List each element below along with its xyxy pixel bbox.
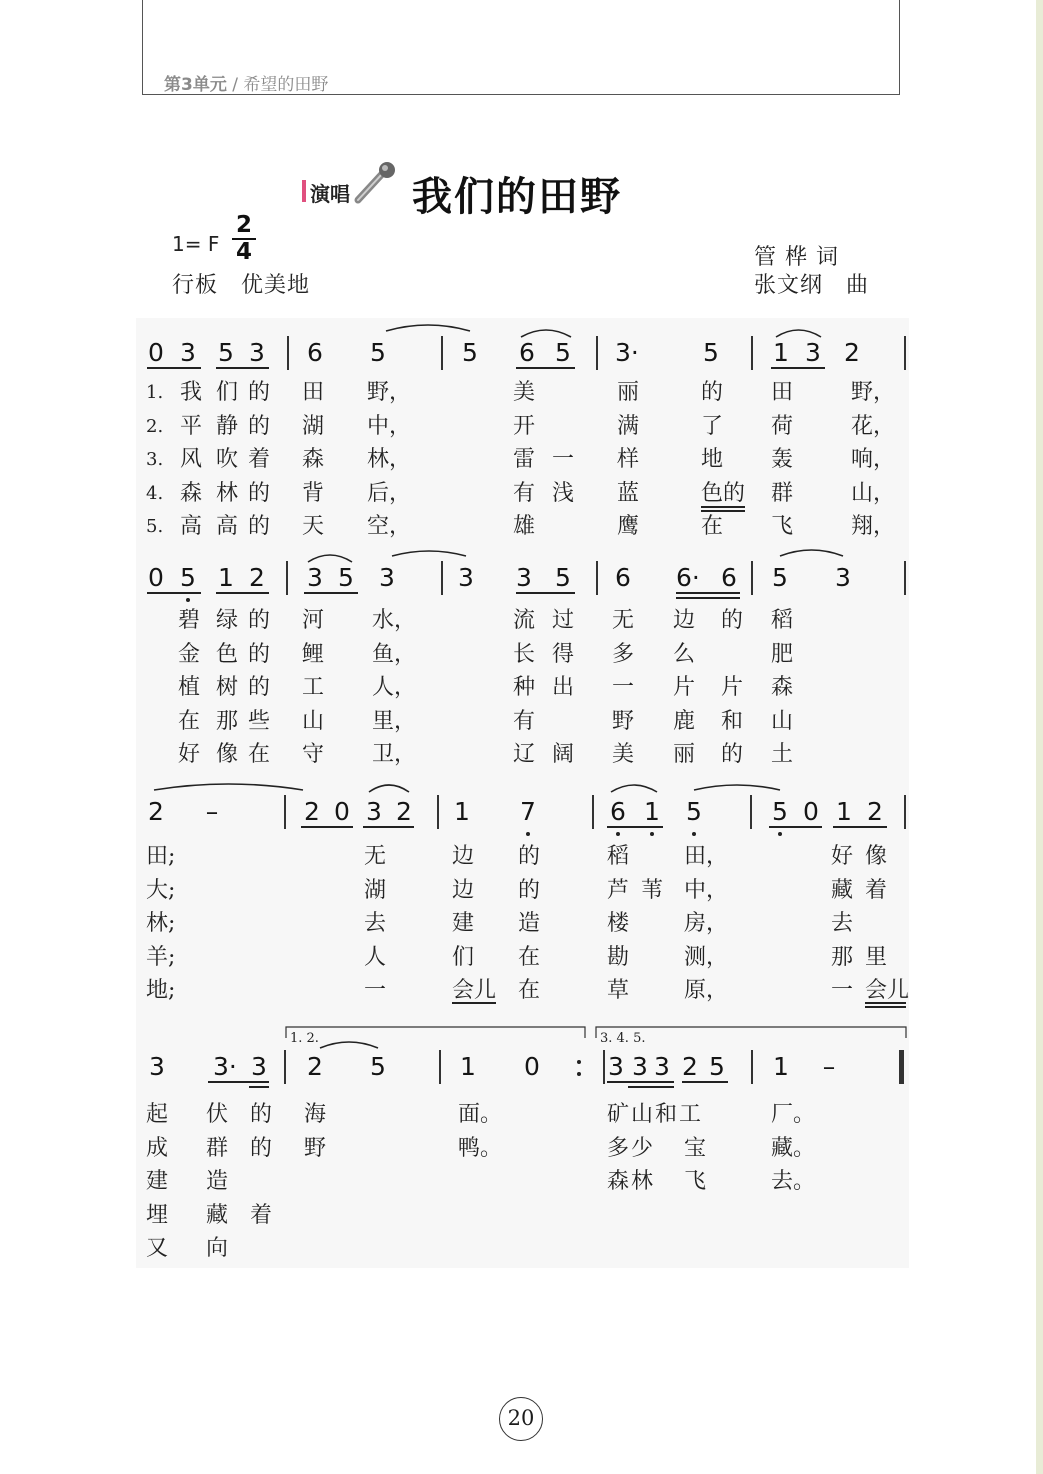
lyric-syllable: 在 <box>248 742 271 767</box>
lyric-syllable: 的 <box>248 480 271 506</box>
note: 2 <box>307 1052 323 1081</box>
note: 0 <box>148 563 164 592</box>
lyric-syllable: 会儿 <box>865 978 910 1003</box>
lyric-syllable: 长 <box>513 641 536 667</box>
lyric-syllable: 无 <box>364 844 387 869</box>
page-number: 20 <box>499 1397 543 1441</box>
tempo-marking: 行板 优美地 <box>172 273 311 298</box>
lyric-syllable: 一 <box>552 447 575 472</box>
lyric-syllable: 美 <box>513 380 536 405</box>
lyric-syllable: 3. <box>146 449 164 470</box>
lyric-syllable: 去 <box>831 911 854 936</box>
lyric-syllable: 样 <box>617 447 640 472</box>
lyric-syllable: 山 <box>771 708 794 734</box>
lyric-syllable: 藏 <box>206 1202 229 1228</box>
lyric-syllable: 雷 <box>513 447 536 472</box>
slur-tie <box>776 330 821 337</box>
lyric-syllable: 的 <box>721 742 744 767</box>
slur-tie <box>308 555 352 562</box>
lyric-syllable: 高 <box>180 514 203 539</box>
volta-label: 3. 4. 5. <box>600 1031 646 1046</box>
time-sig-bottom: 4 <box>235 239 252 265</box>
note: 1 <box>836 797 852 826</box>
note: 3 <box>366 797 382 826</box>
note: 3 <box>516 563 532 592</box>
lyric-syllable: 的 <box>248 514 271 539</box>
lyric-syllable: 野 <box>612 708 635 734</box>
lyric-syllable: 一 <box>364 978 387 1003</box>
lyric-syllable: 地; <box>146 978 176 1003</box>
note: 6 <box>721 563 737 592</box>
note: 1 <box>460 1052 476 1081</box>
slur-tie <box>386 325 470 331</box>
lyric-syllable: 得 <box>552 641 575 667</box>
lyric-syllable: 鹿 <box>673 708 696 734</box>
note: 0 <box>334 797 350 826</box>
note: – <box>205 797 219 826</box>
note: 2 <box>249 563 265 592</box>
note: 5 <box>462 338 478 367</box>
lyric-syllable: 和 <box>721 708 744 734</box>
lyric-syllable: 苇 <box>641 877 664 903</box>
lyric-syllable: 草 <box>607 978 630 1003</box>
lyric-syllable: 天 <box>302 514 325 539</box>
note: 2 <box>304 797 320 826</box>
lyric-syllable: 地 <box>701 447 724 472</box>
lyric-syllable: 又 <box>146 1236 169 1261</box>
lyric-syllable: 的 <box>248 608 271 633</box>
lyric-syllable: 起 <box>146 1102 169 1127</box>
lyric-syllable: 造 <box>518 911 541 936</box>
lyric-syllable: 矿 <box>607 1102 630 1127</box>
note: 0 <box>148 338 164 367</box>
lyric-syllable: 着 <box>250 1202 273 1228</box>
lyric-syllable: 森 <box>607 1169 630 1194</box>
lyric-syllable: 片 <box>673 675 696 700</box>
lyric-syllable: 们 <box>452 944 475 970</box>
lyric-syllable: 鲤 <box>302 641 325 667</box>
lyric-syllable: 植 <box>178 675 201 700</box>
lyric-syllable: 河 <box>302 608 325 633</box>
slur-tie <box>694 785 780 790</box>
note: 6 <box>519 338 535 367</box>
slur-tie <box>780 550 843 556</box>
lyric-syllable: 开 <box>513 413 536 439</box>
lyric-syllable: 了 <box>701 413 724 439</box>
note: 3 <box>180 338 196 367</box>
note: 7 <box>520 797 536 826</box>
lyric-syllable: 空， <box>367 514 412 539</box>
lyric-syllable: 野 <box>304 1135 327 1161</box>
note: 5 <box>772 797 788 826</box>
lyric-syllable: 些 <box>248 708 271 734</box>
lyricist-credit: 管桦词 <box>754 245 848 270</box>
lyric-syllable: 厂。 <box>771 1102 816 1127</box>
lyric-syllable: 边 <box>452 844 475 869</box>
lyric-syllable: 山 <box>302 708 325 734</box>
note: 3 <box>249 338 265 367</box>
lyric-syllable: 平 <box>180 413 203 439</box>
lyric-syllable: 羊; <box>146 944 176 970</box>
lyric-syllable: 林 <box>631 1169 654 1194</box>
note: 5 <box>555 338 571 367</box>
lyric-syllable: 一 <box>612 675 635 700</box>
lyric-syllable: 的 <box>248 380 271 405</box>
lyric-syllable: 背 <box>302 480 325 506</box>
lyric-syllable: 那 <box>831 944 854 970</box>
note: 1 <box>773 1052 789 1081</box>
note: 6 <box>307 338 323 367</box>
lyric-syllable: 的 <box>248 641 271 667</box>
unit-number: 第3单元 <box>164 75 227 95</box>
note: 2 <box>867 797 883 826</box>
lyric-syllable: 野， <box>367 380 412 405</box>
lyric-syllable: 湖 <box>364 877 387 903</box>
lyric-syllable: 流 <box>513 608 536 633</box>
note: 5 <box>218 338 234 367</box>
lyric-syllable: 雄 <box>513 514 536 539</box>
lyric-syllable: 花， <box>851 413 896 439</box>
lyric-syllable: 风 <box>180 447 203 472</box>
key-signature: 1= F <box>172 232 220 256</box>
note: 3· <box>213 1052 237 1081</box>
lyric-syllable: 水， <box>372 608 417 633</box>
unit-separator: / <box>226 75 244 95</box>
slur-tie <box>369 785 409 792</box>
lyric-syllable: 鸭。 <box>458 1135 503 1161</box>
lyric-syllable: 藏。 <box>771 1135 816 1161</box>
lyric-syllable: 向 <box>206 1236 229 1261</box>
lyric-syllable: 翔， <box>851 514 896 539</box>
lyric-syllable: 的 <box>250 1102 273 1127</box>
lyric-syllable: 像 <box>216 742 239 767</box>
lyric-syllable: 的 <box>518 844 541 869</box>
note: 1 <box>773 338 789 367</box>
time-sig-top: 2 <box>235 212 252 238</box>
note: 3 <box>654 1052 670 1081</box>
lyric-syllable: 林， <box>367 447 412 472</box>
lyric-syllable: 1. <box>146 382 164 403</box>
lyric-syllable: 成 <box>146 1135 169 1161</box>
lyric-syllable: 山， <box>851 480 896 506</box>
slur-tie <box>392 551 466 556</box>
lyric-syllable: 森 <box>771 675 794 700</box>
lyric-syllable: 绿 <box>216 608 239 633</box>
lyric-syllable: 多 <box>607 1135 630 1161</box>
lyric-syllable: 埋 <box>146 1202 169 1228</box>
lyric-syllable: 守 <box>302 742 325 767</box>
lyric-syllable: 好 <box>831 844 854 869</box>
note: 6 <box>610 797 626 826</box>
note: 3 <box>805 338 821 367</box>
lyric-syllable: 多 <box>612 641 635 667</box>
song-title: 我们的田野 <box>412 173 622 220</box>
lyric-syllable: 鱼， <box>372 641 417 667</box>
lyric-syllable: 楼 <box>607 911 630 936</box>
lyric-syllable: 片 <box>721 675 744 700</box>
volta-bracket <box>286 1027 585 1038</box>
lyric-syllable: 么 <box>673 641 696 667</box>
lyric-syllable: 卫， <box>372 742 417 767</box>
lyric-syllable: 造 <box>206 1169 229 1194</box>
lyric-syllable: 伏 <box>206 1102 229 1127</box>
slur-tie <box>154 784 303 790</box>
lyric-syllable: 4. <box>146 482 164 504</box>
lyric-syllable: 着 <box>865 877 888 903</box>
lyric-syllable: 的 <box>721 608 744 633</box>
lyric-syllable: 荷 <box>771 413 794 439</box>
unit-title: 希望的田野 <box>243 75 329 95</box>
note: 5 <box>180 563 196 592</box>
lyric-syllable: 田， <box>684 844 729 869</box>
lyric-syllable: 原， <box>684 978 729 1003</box>
lyric-syllable: 种 <box>513 675 536 700</box>
lyric-syllable: 在 <box>178 708 201 734</box>
lyric-syllable: 肥 <box>771 641 794 667</box>
lyric-syllable: 中， <box>367 413 412 439</box>
slur-tie <box>320 1042 378 1048</box>
lyric-syllable: 藏 <box>831 877 854 903</box>
lyric-syllable: 丽 <box>673 742 696 767</box>
lyric-syllable: 的 <box>518 877 541 903</box>
lyric-syllable: 那 <box>216 708 239 734</box>
lyric-syllable: 轰 <box>771 447 794 472</box>
note: 1 <box>644 797 660 826</box>
lyric-syllable: 田 <box>302 380 325 405</box>
note: 2 <box>396 797 412 826</box>
lyric-syllable: 色 <box>216 641 239 667</box>
sing-badge: 演唱 <box>310 182 350 206</box>
lyric-syllable: 高 <box>216 514 239 539</box>
lyric-syllable: 湖 <box>302 413 325 439</box>
lyric-syllable: 稻 <box>607 844 630 869</box>
lyric-syllable: 中， <box>684 877 729 903</box>
lyric-syllable: 森 <box>180 480 203 506</box>
lyric-syllable: 着 <box>248 447 271 472</box>
note: 2 <box>844 338 860 367</box>
note: 3 <box>835 563 851 592</box>
lyric-syllable: 鹰 <box>617 514 640 539</box>
note: 0 <box>524 1052 540 1081</box>
lyric-syllable: 蓝 <box>617 480 640 506</box>
lyric-syllable: 5. <box>146 516 164 537</box>
note: 1 <box>218 563 234 592</box>
lyric-syllable: 里 <box>865 944 888 970</box>
note: 1 <box>454 797 470 826</box>
lyric-syllable: 田 <box>771 380 794 405</box>
lyric-syllable: 出 <box>552 675 575 700</box>
note: – <box>822 1052 836 1081</box>
lyric-syllable: 勘 <box>607 944 630 970</box>
note: 3 <box>458 563 474 592</box>
lyric-syllable: 群 <box>771 480 794 506</box>
note: 6· <box>676 563 700 592</box>
note: 3 <box>307 563 323 592</box>
lyric-syllable: 山 <box>631 1102 654 1127</box>
lyric-syllable: 房， <box>684 911 729 936</box>
lyric-syllable: 无 <box>612 608 635 633</box>
lyric-syllable: 一 <box>831 978 854 1003</box>
note: 2 <box>682 1052 698 1081</box>
note: 3 <box>608 1052 624 1081</box>
lyric-syllable: 飞 <box>771 514 794 539</box>
lyric-syllable: 工 <box>302 675 325 700</box>
lyric-syllable: 宝 <box>684 1135 707 1161</box>
lyric-syllable: 土 <box>771 742 794 767</box>
lyric-syllable: 在 <box>701 514 724 539</box>
lyric-syllable: 稻 <box>771 608 794 633</box>
lyric-syllable: 会儿 <box>452 978 497 1003</box>
lyric-syllable: 大; <box>146 877 176 903</box>
note: 6 <box>615 563 631 592</box>
lyric-syllable: 们 <box>216 380 239 405</box>
lyric-syllable: 测， <box>684 944 729 970</box>
lyric-syllable: 边 <box>673 608 696 633</box>
note: 5 <box>709 1052 725 1081</box>
note: 5 <box>703 338 719 367</box>
note: 5 <box>370 338 386 367</box>
note: 3 <box>632 1052 648 1081</box>
lyric-syllable: 野， <box>851 380 896 405</box>
lyric-syllable: 碧 <box>178 608 201 633</box>
lyric-syllable: 丽 <box>617 380 640 405</box>
slur-tie <box>611 785 657 792</box>
volta-label: 1. 2. <box>290 1031 319 1046</box>
note: 3· <box>615 338 639 367</box>
lyric-syllable: 的 <box>248 675 271 700</box>
lyric-syllable: 群 <box>206 1135 229 1161</box>
lyric-syllable: 边 <box>452 877 475 903</box>
lyric-syllable: 辽 <box>513 742 536 767</box>
note: 5 <box>686 797 702 826</box>
lyric-syllable: 在 <box>518 978 541 1003</box>
lyric-syllable: 面。 <box>458 1102 503 1127</box>
composer-credit: 张文纲 曲 <box>754 273 870 298</box>
lyric-syllable: 里， <box>372 708 417 734</box>
lyric-syllable: 有 <box>513 708 536 734</box>
lyric-syllable: 色的 <box>701 480 746 506</box>
lyric-syllable: 满 <box>617 413 640 439</box>
lyric-syllable: 我 <box>180 380 203 405</box>
lyric-syllable: 工 <box>679 1102 702 1127</box>
volta-bracket <box>596 1027 906 1038</box>
lyric-syllable: 后， <box>367 480 412 506</box>
lyric-syllable: 芦 <box>607 877 630 903</box>
note: 3 <box>251 1052 267 1081</box>
note: 5 <box>772 563 788 592</box>
lyric-syllable: 静 <box>216 413 239 439</box>
note: 5 <box>370 1052 386 1081</box>
note: 0 <box>803 797 819 826</box>
lyric-syllable: 建 <box>452 911 475 936</box>
lyric-syllable: 响， <box>851 447 896 472</box>
lyric-syllable: 人， <box>372 675 417 700</box>
lyric-syllable: 去。 <box>771 1169 816 1194</box>
lyric-syllable: 和 <box>655 1102 678 1127</box>
lyric-syllable: 人 <box>364 944 387 970</box>
note: 5 <box>338 563 354 592</box>
lyric-syllable: 的 <box>248 413 271 439</box>
lyric-syllable: 2. <box>146 415 164 437</box>
lyric-syllable: 吹 <box>216 447 239 472</box>
lyric-syllable: 林; <box>146 911 176 936</box>
note: 5 <box>555 563 571 592</box>
lyric-syllable: 去 <box>364 911 387 936</box>
lyric-syllable: 飞 <box>684 1169 707 1194</box>
lyric-syllable: 有 <box>513 480 536 506</box>
note: 3 <box>149 1052 165 1081</box>
slur-tie <box>521 330 571 337</box>
lyric-syllable: 树 <box>216 675 239 700</box>
lyric-syllable: 过 <box>552 608 575 633</box>
lyric-syllable: 少 <box>631 1135 654 1161</box>
lyric-syllable: 森 <box>302 447 325 472</box>
lyric-syllable: 海 <box>304 1102 327 1127</box>
lyric-syllable: 美 <box>612 742 635 767</box>
lyric-syllable: 像 <box>865 844 888 869</box>
lyric-syllable: 林 <box>216 480 239 506</box>
note: 2 <box>148 797 164 826</box>
lyric-syllable: 浅 <box>552 480 575 506</box>
lyric-syllable: 在 <box>518 944 541 970</box>
lyric-syllable: 好 <box>178 742 201 767</box>
lyric-syllable: 的 <box>250 1135 273 1161</box>
lyric-syllable: 金 <box>178 641 201 667</box>
lyric-syllable: 田; <box>146 844 176 869</box>
lyric-syllable: 的 <box>701 380 724 405</box>
lyric-syllable: 阔 <box>552 742 575 767</box>
lyric-syllable: 建 <box>146 1169 169 1194</box>
note: 3 <box>379 563 395 592</box>
